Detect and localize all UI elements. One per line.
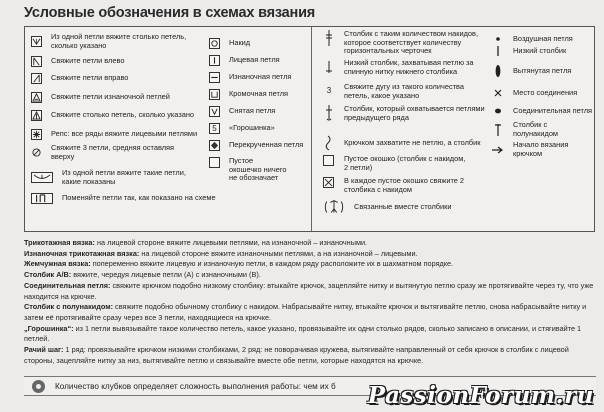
legend-row-1-2	[31, 56, 124, 67]
definition-paragraph	[24, 345, 596, 366]
legend-row-4-5	[491, 103, 592, 119]
legend-row-1-8	[31, 169, 186, 186]
single-crochet-icon	[491, 43, 505, 59]
sc-back-loop-icon	[322, 59, 336, 75]
legend-row-2-4	[209, 89, 288, 100]
legend-row-1-1	[31, 33, 186, 50]
empty-cell-icon	[209, 157, 220, 168]
legend-text: Свяжите петли изнаночной петлей	[51, 92, 170, 102]
stitches-together-icon	[322, 199, 346, 215]
start-arrow-icon	[491, 142, 505, 158]
watermark: PassionForum.ru	[367, 382, 594, 409]
double-crochet-icon	[491, 122, 505, 138]
definition-text: свяжите подобно обычному столбику с накидом. Набрасывайте нитку, втыкайте крючок и вытягивайте петлю, снова набрасывайте нитку и затем её протягивайте сразу через все 3 петли, находящиеся на крючке.	[24, 302, 587, 322]
definition-paragraph	[24, 238, 596, 249]
definition-paragraph	[24, 259, 596, 270]
legend-text: Накид	[229, 38, 251, 48]
legend-text: Столбик с таким количеством накидов, которое соответствует количеству горизонтальных черточек	[344, 29, 478, 56]
legend-text: Репс: все ряды вяжите лицевыми петлями	[51, 129, 198, 139]
stitch-multi-yo-icon	[322, 30, 336, 46]
rep-knit-icon	[31, 129, 42, 140]
definition-term: Соединительная петля:	[24, 280, 111, 290]
legend-row-3-1	[322, 30, 478, 56]
legend-row-1-9	[31, 193, 216, 204]
definition-text: вяжите, чередуя лицевые петли (А) с изнаночными (В).	[71, 270, 261, 280]
inc-as-shown-icon	[31, 172, 53, 183]
definition-term: Жемчужная вязка:	[24, 259, 91, 269]
knit-stitch-icon	[209, 55, 220, 66]
legend-row-4-6	[491, 121, 594, 138]
edge-stitch-icon	[209, 89, 220, 100]
legend-text: Столбик, который охватывается петлями предыдущего ряда	[344, 104, 485, 122]
definition-term: Столбик А/В:	[24, 270, 72, 280]
legend-text: Начало вязания крючком	[513, 140, 569, 158]
legend-text: Соединительная петля	[513, 105, 593, 115]
legend-row-4-4	[491, 85, 577, 101]
legend-text: В каждое пустое окошко свяжите 2 столбика с накидом	[344, 176, 465, 194]
definition-term: Изнаночная трикотажная вязка:	[24, 248, 140, 258]
connecting-loop-icon	[491, 103, 505, 119]
footer-text: Количество клубков определяет сложность выполнения работы: чем их б	[55, 381, 336, 391]
definition-term: Столбик с полунакидом:	[24, 302, 114, 312]
legend-row-2-3	[209, 72, 291, 83]
yarn-over-icon	[209, 38, 220, 49]
legend-text: Лицевая петля	[229, 55, 280, 65]
legend-text: Пустое окошечко ничего не обозначает	[229, 156, 287, 183]
definition-text: на лицевой стороне вяжите изнаночными петлями, а на изнаночной – лицевыми.	[139, 248, 418, 258]
legend-row-2-2	[209, 55, 280, 66]
legend-text: Воздушная петля	[513, 33, 573, 43]
legend-row-3-4	[322, 105, 485, 122]
legend-text: Кромочная петля	[229, 89, 289, 99]
legend-row-1-7	[31, 144, 174, 161]
legend-row-2-7	[209, 140, 303, 151]
definition-text: 1 ряд: провязывайте крючком низкими столбиками, 2 ряд: не поворачивая кружева, вытягивайте направленный от себя крючок в столбик с лицевой стороны, зацепляйте нитку за низ, вытягивайте петлю и связывайте вместе обе петли, которые находятся на крючке.	[24, 345, 569, 365]
stitch-around-post-icon	[322, 105, 336, 121]
definition-paragraph	[24, 249, 596, 260]
elongated-loop-icon	[491, 63, 505, 79]
definition-text: свяжите крючком подобно низкому столбику: втыкайте крючок, зацепляйте нитку и вытянутую петлю сразу же протягивайте через ту, что уже находится на крючке.	[24, 280, 594, 301]
dec-purl-icon	[31, 92, 42, 103]
legend-row-2-8	[209, 157, 286, 183]
legend-text: Низкий столбик	[513, 45, 567, 55]
page-title: Условные обозначения в схемах вязания	[24, 5, 316, 21]
legend-row-2-6	[209, 123, 275, 134]
legend-text: Свяжите столько петель, сколько указано	[51, 110, 195, 120]
legend-text: Свяжите петли вправо	[51, 73, 129, 83]
legend-text: Поменяйте петли так, как показано на схеме	[62, 193, 216, 203]
legend-text: Низкий столбик, захватывая петлю за спинную нитку нижнего столбика	[344, 58, 474, 76]
legend-text: Столбик с полунакидом	[513, 120, 559, 138]
definition-text: на лицевой стороне вяжите лицевыми петлями, на изнаночной – изнаночными.	[94, 238, 368, 247]
definition-paragraph	[24, 281, 596, 302]
dec-as-indicated-icon	[31, 110, 42, 121]
legend-text: Пустое окошко (столбик с накидом, 2 петли)	[344, 154, 466, 172]
arc-loops-icon: 3	[326, 85, 332, 95]
legend-text: Вытянутая петля	[513, 65, 572, 75]
definition-term: „Горошинка“:	[24, 323, 74, 333]
legend-text: Место соединения	[513, 87, 578, 97]
legend-row-4-3	[491, 63, 571, 79]
yarn-ball-icon	[32, 380, 45, 393]
definition-text: попеременно вяжите лицевую и изнаночную петли, в каждом ряду расположите их в шахматном порядке.	[90, 259, 454, 269]
legend-text: Связанные вместе столбики	[354, 201, 452, 211]
legend-row-2-1	[209, 38, 250, 49]
definition-paragraph	[24, 324, 596, 345]
legend-text: Свяжите 3 петли, средняя оставляя вверху	[51, 143, 175, 161]
legend-row-1-6	[31, 129, 197, 140]
legend-row-2-5	[209, 106, 275, 117]
slipped-stitch-icon	[209, 106, 220, 117]
definition-term: Рачий шаг:	[24, 345, 64, 355]
legend-text: Свяжите дугу из такого количества петель, какое указано	[344, 82, 464, 100]
legend-row-1-3	[31, 73, 128, 84]
legend-box	[24, 26, 595, 232]
legend-text: Из одной петли вяжите столько петель, сколько указано	[51, 32, 187, 50]
legend-row-4-7	[491, 141, 594, 158]
joining-point-icon	[491, 85, 505, 101]
legend-text: Из одной петли вяжите такие петли, какие показаны	[62, 168, 186, 186]
legend-row-3-7	[322, 177, 464, 194]
legend-row-3-2	[322, 59, 474, 76]
knit-one-from-loop-icon	[31, 36, 42, 47]
dec-3-center-icon	[31, 147, 42, 158]
legend-text: Перекрученная петля	[229, 140, 304, 150]
definition-paragraph	[24, 302, 596, 323]
legend-row-4-2	[491, 43, 566, 59]
definition-term: Трикотажная вязка:	[24, 238, 95, 247]
legend-text: Изнаночная петля	[229, 72, 292, 82]
purl-stitch-icon	[209, 72, 220, 83]
window-together-icon	[323, 177, 334, 188]
definition-text: из 1 петли вывязывайте такое количество петель, какое указано, провязывайте их одни столько рядов, сколько записано в описании, и стягивайте 1 петлей.	[24, 323, 582, 344]
dec-left-icon	[31, 56, 42, 67]
empty-window-icon	[323, 155, 334, 166]
legend-row-1-5	[31, 110, 194, 121]
legend-row-3-3	[322, 83, 464, 100]
legend-row-3-8	[322, 199, 452, 215]
legend-text: Крючком захватите не петлю, а столбик	[344, 137, 481, 147]
legend-text: Снятая петля	[229, 106, 276, 116]
crossed-stitch-icon	[209, 140, 220, 151]
legend-row-1-4	[31, 92, 170, 103]
legend-row-3-6	[322, 155, 465, 172]
definition-paragraph	[24, 270, 596, 281]
definitions-block	[24, 238, 596, 366]
legend-divider	[311, 27, 312, 231]
swap-loops-icon	[31, 193, 53, 204]
legend-row-3-5	[322, 135, 480, 151]
dec-right-icon	[31, 73, 42, 84]
hook-yarn-icon	[322, 135, 336, 151]
legend-text: Свяжите петли влево	[51, 56, 125, 66]
legend-text: «Горошинка»	[229, 123, 275, 133]
peas-stitch-icon: 5	[209, 123, 220, 134]
